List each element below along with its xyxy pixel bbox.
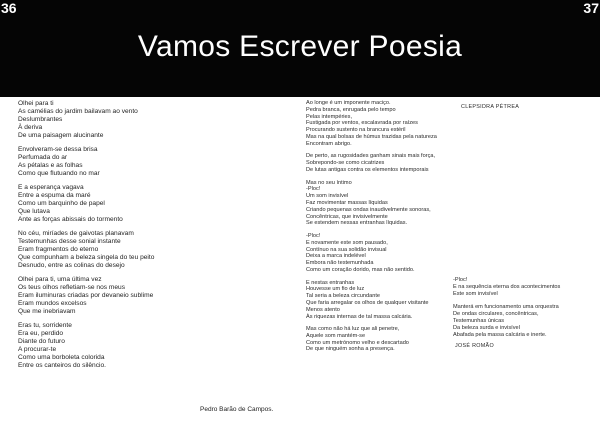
poem-right-author: JOSÉ ROMÃO — [455, 343, 494, 349]
poem-line: Os teus olhos refletiam-se nos meus — [18, 284, 126, 291]
stanza — [306, 233, 456, 274]
poem-line: Diante do futuro — [18, 338, 65, 345]
poem-line: Eras tu, sorridente — [18, 322, 72, 329]
poem-line: De lutas antigas contra os elementos intemporais — [306, 166, 429, 173]
poem-line: Olhei para ti, uma última vez — [18, 276, 102, 283]
poem-line: Como um metrónomo velho e descartado — [306, 339, 409, 346]
poem-line: Ante as forças abissais do tormento — [18, 216, 123, 223]
page-title: Vamos Escrever Poesia — [137, 30, 463, 63]
poem-line: Ao longe é um imponente maciço. — [306, 100, 391, 106]
poem-line: Eram fragmentos do eterno — [18, 246, 99, 253]
poem-line: Como uma borboleta colorida — [18, 354, 105, 361]
poem-line: Tal seria a beleza circundante — [306, 293, 381, 300]
poem-line: -Ploc! — [306, 232, 321, 239]
stanza — [18, 100, 238, 140]
poem-line: Mas como não há luz que ali penetre, — [306, 326, 400, 333]
poem-line: E a esperança vagava — [18, 184, 84, 191]
poem-line: Perfumada do ar — [18, 154, 68, 161]
poem-line: Como um barquinho de papel — [18, 200, 105, 207]
poem-line: Deixa a marca indelével — [306, 253, 366, 260]
poem-line: Desnudo, entre as colinas do desejo — [18, 262, 125, 269]
stanza — [306, 326, 456, 353]
poem-line: Este som invisível — [453, 291, 498, 297]
poem-line: As camélias do jardim bailavam ao vento — [18, 108, 138, 115]
poem-line: A procurar-te — [18, 346, 57, 353]
poem-line: Entre os canteiros do silêncio. — [18, 362, 106, 369]
poem-line: À deriva — [18, 124, 43, 131]
poem-line: E novamente este som pausado, — [306, 239, 388, 246]
poem-line: De perto, as rugosidades ganham sinais mais força, — [306, 153, 436, 160]
poem-left-author: Pedro Barão de Campos. — [200, 406, 274, 413]
poem-line: Aquele som mantém-se — [306, 332, 366, 339]
poem-line: Entre a espuma da maré — [18, 192, 91, 199]
poem-line: Fustigada por ventos, escalavrada por raízes — [306, 120, 418, 127]
stanza — [306, 180, 456, 228]
poem-line: De que ninguém sonha a presença. — [306, 346, 395, 353]
poem-line: Testemunhas desse sonial instante — [18, 238, 121, 245]
poem-line: -Ploc! — [453, 277, 468, 283]
poem-line: Que me inebriavam — [18, 308, 76, 315]
poem-line: Envolveram-se dessa brisa — [18, 146, 98, 153]
poem-line: E nestas entranhas — [306, 279, 355, 286]
poem-line: Mas na qual bolsas de húmus trazidas pela natureza — [306, 133, 437, 140]
poem-line: Pelas intempéries, — [306, 113, 353, 120]
poem-line: Abafada pela massa calcária e inerte. — [453, 331, 547, 338]
stanza — [18, 322, 238, 370]
poem-line: As pétalas e as folhas — [18, 162, 83, 169]
stanza — [18, 146, 238, 178]
poem-line: Olhei para ti — [18, 100, 54, 107]
stanza — [18, 184, 238, 224]
poem-line: Houvesse um fio de luz — [306, 286, 365, 293]
poem-line: Se estendem nessas entranhas líquidas. — [306, 220, 408, 227]
poem-line: De uma paisagem alucinante — [18, 132, 104, 139]
poem-line: Menos atento — [306, 306, 340, 313]
poem-line: Mas no seu íntimo — [306, 179, 352, 186]
poem-line: Eram mundos excelsos — [18, 300, 87, 307]
poem-line: Testemunhas únicas — [453, 317, 504, 324]
stanza — [18, 276, 238, 316]
poem-line: -Ploc! — [306, 186, 321, 193]
poem-line: Criando pequenas ondas inaudivelmente sonoras, — [306, 206, 431, 213]
stanza — [18, 230, 238, 270]
poem-line: Pedra branca, enrugada pelo tempo — [306, 106, 396, 113]
stanza — [453, 304, 598, 339]
stanza — [306, 280, 456, 321]
poem-line: Deslumbrantes — [18, 116, 63, 123]
poem-line: Concêntricas, que invisivelmente — [306, 213, 388, 220]
poem-left-column — [18, 100, 238, 376]
poem-line: Que lutava — [18, 208, 50, 215]
poem-line: Às riquezas internas de tal massa calcária. — [306, 313, 413, 320]
poem-line: E na sequência eterna dos acontecimentos — [453, 284, 561, 290]
poem-line: No céu, miríades de gaivotas planavam — [18, 230, 134, 237]
stanza — [453, 277, 598, 298]
page-number-left: 36 — [1, 0, 17, 16]
stanza — [306, 100, 456, 148]
poem-line: Sobrepondo-se como cicatrizes — [306, 160, 385, 167]
page-header — [0, 0, 600, 97]
stanza — [306, 153, 456, 173]
poem-line: Procurando sustento na brancura estéril — [306, 127, 406, 134]
poem-line: Que compunham a beleza singela do teu peito — [18, 254, 155, 261]
poem-line: Eram iluminuras criadas por devaneio sublime — [18, 292, 154, 299]
poem-line: Encontram abrigo. — [306, 140, 352, 147]
poem-line: Era eu, perdido — [18, 330, 64, 337]
poem-line: Embora não testemunhada — [306, 260, 374, 267]
poem-right-title: CLEPSIDRA PÉTREA — [461, 104, 520, 110]
poem-line: Contínuo na sua solidão invisual — [306, 246, 387, 253]
poem-line: Faz movimentar massas líquidas — [306, 199, 388, 206]
poem-line: Como que flutuando no mar — [18, 170, 100, 177]
poem-line: Um som invisível — [306, 193, 349, 200]
poem-right-column — [453, 277, 598, 344]
poem-middle-column — [306, 100, 456, 359]
poem-line: De ondas circulares, concêntricas, — [453, 310, 539, 317]
page-number-right: 37 — [583, 0, 599, 16]
poem-line: Como um coração dorido, mas não sentido. — [306, 266, 415, 273]
poem-line: Da beleza surda e invisível — [453, 324, 520, 331]
poem-line: Manterá em funcionamento uma orquestra — [453, 303, 559, 310]
poem-line: Que faria arregalar os olhos de qualquer visitante — [306, 299, 429, 306]
